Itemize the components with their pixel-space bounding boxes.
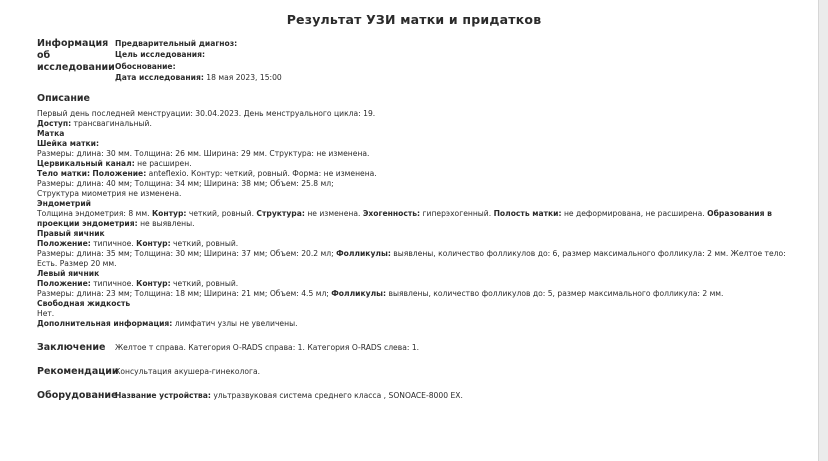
- info-row-date: Дата исследования: 18 мая 2023, 15:00: [115, 73, 282, 83]
- document-title: Результат УЗИ матки и придатков: [286, 12, 542, 27]
- myometrium-line: Структура миометрия не изменена.: [37, 189, 182, 198]
- uterus-body-line: Тело матки: Положение: anteflexio. Контур: четкий, ровный. Форма: не изменена.: [37, 169, 377, 178]
- uterus-heading: Матка: [37, 129, 65, 138]
- endometrium-heading: Эндометрий: [37, 199, 92, 208]
- left-ovary-heading: Левый яичник: [37, 269, 100, 278]
- conclusion-label: Заключение: [37, 342, 106, 353]
- left-ovary-position: Положение: типичное. Контур: четкий, ровный.: [37, 279, 239, 288]
- study-date: 18 мая 2023, 15:00: [206, 73, 282, 83]
- description-title: Описание: [37, 93, 91, 104]
- info-rows: [115, 38, 282, 84]
- canal-line: Цервикальный канал: не расширен.: [37, 159, 192, 168]
- description-body: [37, 109, 797, 329]
- free-fluid-value: Нет.: [37, 309, 55, 318]
- extra-info-line: Дополнительная информация: лимфатич узлы не увеличены.: [37, 319, 298, 328]
- info-row-reason: Обоснование:: [115, 61, 176, 71]
- free-fluid-heading: Свободная жидкость: [37, 299, 131, 308]
- recommendations-label: Рекомендации: [37, 366, 119, 377]
- right-ovary-position: Положение: типичное. Контур: четкий, ровный.: [37, 239, 239, 248]
- cervix-heading: Шейка матки:: [37, 139, 100, 148]
- access-line: Доступ: трансвагинальный.: [37, 119, 152, 128]
- conclusion-text: Желтое т справа. Категория O-RADS справа: 1. Категория O-RADS слева: 1.: [115, 343, 420, 352]
- recommendations-text: Консультация акушера-гинеколога.: [115, 367, 261, 376]
- info-row-diagnosis: Предварительный диагноз:: [115, 39, 238, 48]
- right-ovary-heading: Правый яичник: [37, 229, 105, 238]
- info-row-purpose: Цель исследования:: [115, 50, 205, 60]
- endometrium-line: Толщина эндометрия: 8 мм. Контур: четкий, ровный. Структура: не изменена. Эхогенность: гиперэхогенный. Полость матки: не деформирована, не расширена. Образования в проекции эндометрия: не выявлены.: [37, 209, 772, 228]
- right-ovary-sizes: Размеры: длина: 35 мм; Толщина: 30 мм; Ширина: 37 мм; Объем: 20.2 мл; Фолликулы: выявлены, количество фолликулов до: 6, размер максимального фолликула: 2 мм. Желтое тело: Есть. Размер 20 мм.: [37, 249, 786, 268]
- cervix-sizes: Размеры: длина: 30 мм. Толщина: 26 мм. Ширина: 29 мм. Структура: не изменена.: [37, 149, 370, 158]
- equipment-text: Название устройства: ультразвуковая система среднего класса , SONOACE-8000 EX.: [115, 391, 463, 400]
- left-ovary-sizes: Размеры: длина: 23 мм; Толщина: 18 мм; Ширина: 21 мм; Объем: 4.5 мл; Фолликулы: выявлены, количество фолликулов до: 5, размер максимального фолликула: 2 мм.: [37, 289, 724, 298]
- equipment-label: Оборудование: [37, 390, 118, 401]
- menstrual-line: Первый день последней менструации: 30.04.2023. День менструального цикла: 19.: [37, 109, 376, 118]
- info-section-label: Информация об исследовании: [37, 38, 115, 73]
- uterus-body-sizes: Размеры: длина: 40 мм; Толщина: 34 мм; Ширина: 38 мм; Объем: 25.8 мл;: [37, 179, 334, 188]
